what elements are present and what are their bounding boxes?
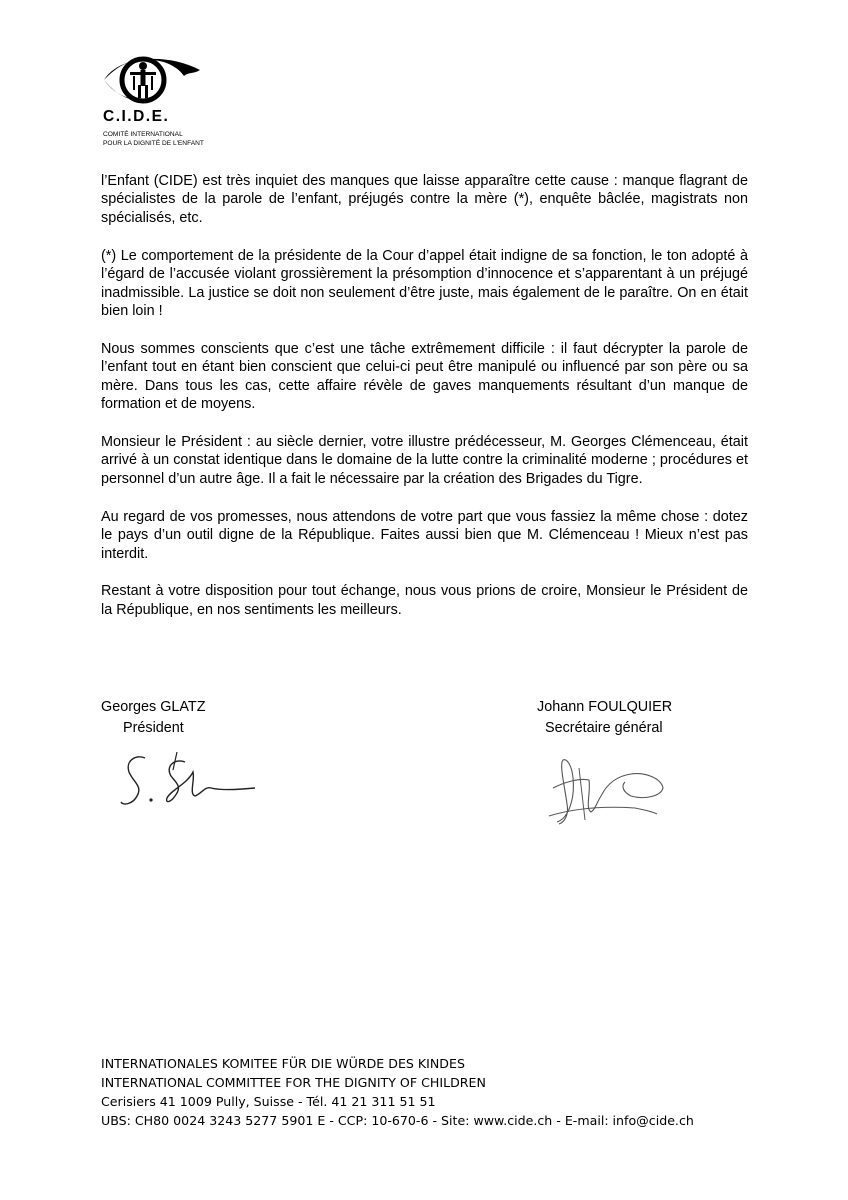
paragraph: l’Enfant (CIDE) est très inquiet des manques que laisse apparaître cette cause : manque flagrant de spécialistes de la parole de l’enfant, préjugés contre la mère (*), enquête bâclée, magistrats non spécialisés, etc. bbox=[101, 173, 748, 226]
logo-subtitle-line2: POUR LA DIGNITÉ DE L'ENFANT bbox=[103, 140, 204, 147]
logo-name: C.I.D.E. bbox=[103, 108, 170, 125]
logo-subtitle-line1: COMITÉ INTERNATIONAL bbox=[103, 131, 183, 138]
cide-logo bbox=[100, 50, 210, 160]
footer-bank-contact: UBS: CH80 0024 3243 5277 5901 E - CCP: 10-670-6 - Site: www.cide.ch - E-mail: info@cide.ch bbox=[101, 1113, 694, 1128]
eye-child-logo-icon bbox=[100, 50, 210, 108]
signatory-left-title: Président bbox=[123, 720, 184, 736]
footer-line-german: INTERNATIONALES KOMITEE FÜR DIE WÜRDE DES KINDES bbox=[101, 1056, 465, 1071]
paragraph: Nous sommes conscients que c’est une tâche extrêmement difficile : il faut décrypter la parole de l’enfant tout en étant bien conscient que celui-ci peut être manipulé ou influencé par son père ou sa mère. Dans tous les cas, cette affaire révèle de gaves manquements résultant d’un manque de formation et de moyens. bbox=[101, 340, 748, 413]
signature-right-image bbox=[545, 748, 670, 830]
paragraph: (*) Le comportement de la présidente de la Cour d’appel était indigne de sa fonction, le ton adopté à l’égard de l’accusée violant grossièrement la présomption d’innocence et s’apparentant à un préjugé inadmissible. La justice se doit non seulement d’être juste, mais également de le paraître. On en était bien loin ! bbox=[101, 247, 748, 319]
paragraph: Au regard de vos promesses, nous attendons de votre part que vous fassiez la même chose : dotez le pays d’un outil digne de la République. Faites aussi bien que M. Clémenceau ! Mieux n’est pas interdit. bbox=[101, 508, 748, 562]
signatory-right-name: Johann FOULQUIER bbox=[537, 699, 673, 715]
signatory-left-name: Georges GLATZ bbox=[101, 699, 206, 715]
paragraph: Restant à votre disposition pour tout échange, nous vous prions de croire, Monsieur le Président de la République, en nos sentiments les meilleurs. bbox=[101, 583, 748, 618]
signature-left-image bbox=[115, 750, 265, 815]
signatory-right-title: Secrétaire général bbox=[545, 720, 663, 736]
paragraph: Monsieur le Président : au siècle dernier, votre illustre prédécesseur, M. Georges Clémenceau, était arrivé à un constat identique dans le domaine de la lutte contre la criminalité moderne ; procédures et personnel d’un autre âge. Il a fait le nécessaire par la création des Brigades du Tigre. bbox=[101, 433, 748, 487]
letterhead-footer bbox=[101, 1054, 694, 1130]
footer-line-english: INTERNATIONAL COMMITTEE FOR THE DIGNITY OF CHILDREN bbox=[101, 1075, 486, 1090]
footer-address: Cerisiers 41 1009 Pully, Suisse - Tél. 41 21 311 51 51 bbox=[101, 1094, 436, 1109]
letter-body bbox=[101, 172, 748, 639]
